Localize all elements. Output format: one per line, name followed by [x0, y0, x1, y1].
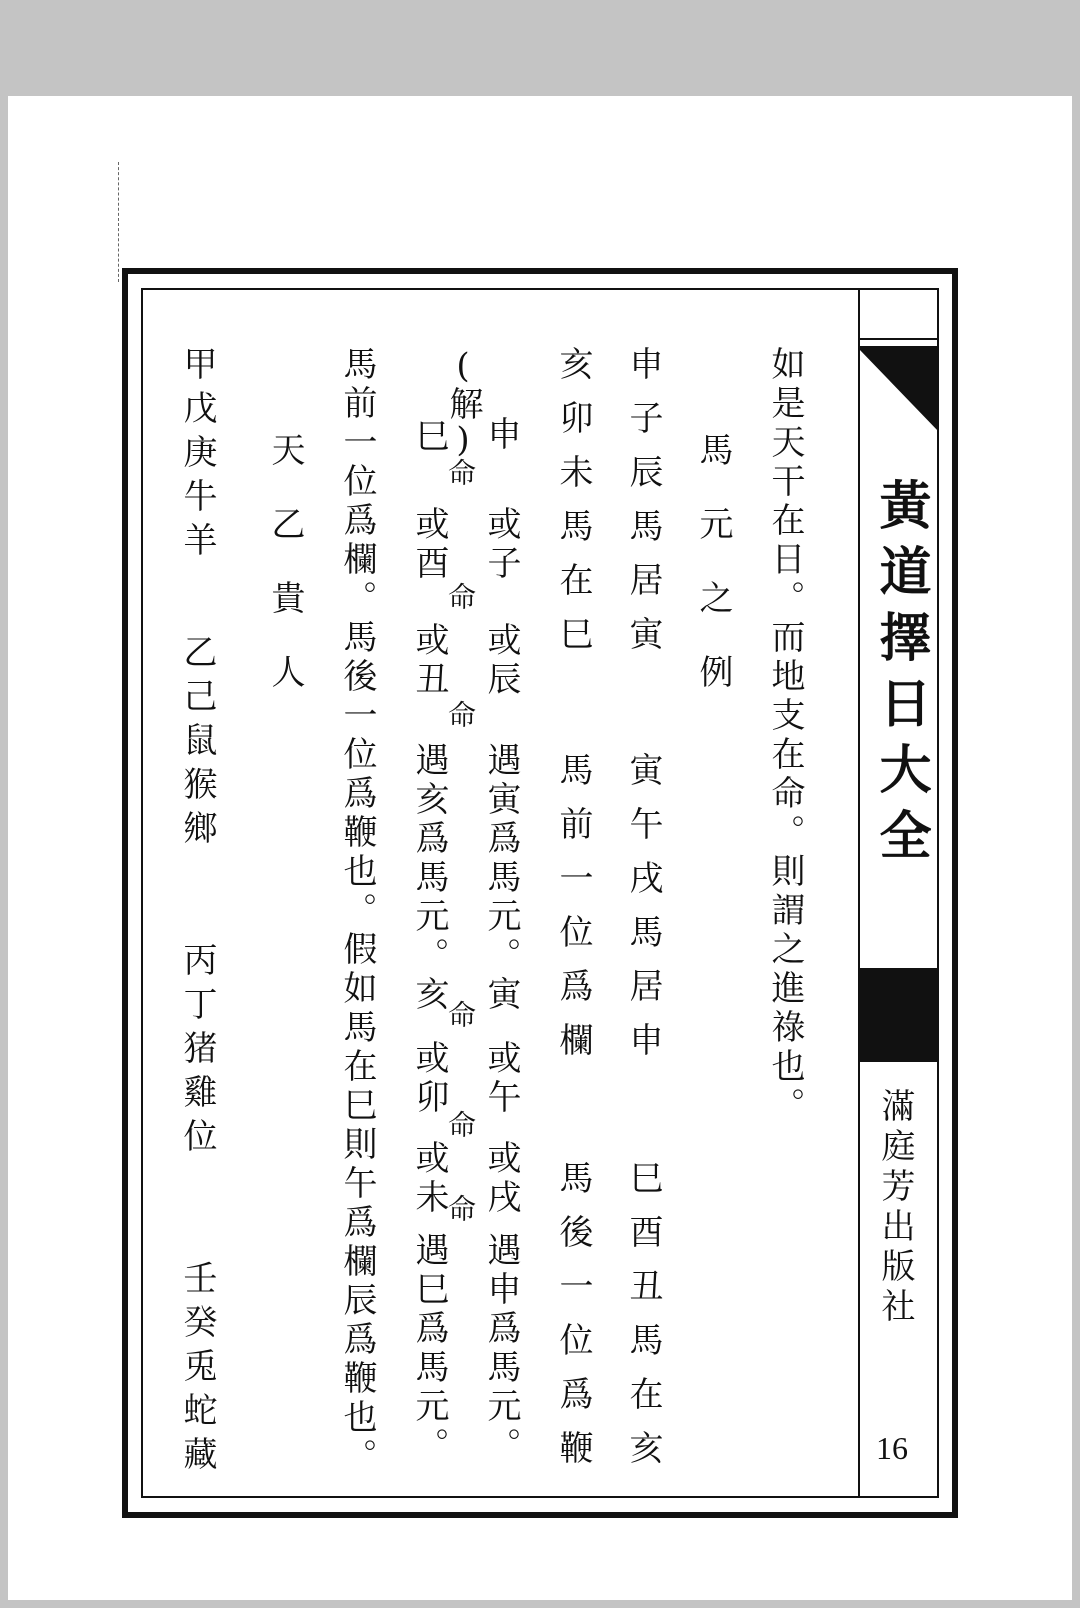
text-column-5a: 申 [481, 416, 521, 455]
text-column-5c: 或辰 [481, 622, 521, 700]
text-column-3b: 寅午戌馬居申 [623, 752, 663, 1076]
text-column-4b: 馬前一位爲欄 [553, 752, 593, 1076]
page-number: 16 [876, 1430, 908, 1466]
text-column-5b-sub: 命 [444, 582, 477, 610]
text-column-5f: 或戌 [481, 1140, 521, 1218]
text-column-9d: 壬癸兎蛇藏 [177, 1260, 217, 1480]
publisher-name: 滿庭芳出版社 [875, 1088, 915, 1328]
text-column-5b: 或子 [481, 506, 521, 584]
text-column-5g: 遇申爲馬元。 [481, 1232, 521, 1466]
text-column-6e: 或卯 [409, 1040, 449, 1118]
inner-frame [141, 288, 939, 1498]
text-column-5e: 或午 [481, 1040, 521, 1118]
text-column-3c: 巳酉丑馬在亥 [623, 1160, 663, 1484]
margin-mark [118, 162, 119, 282]
heading-tianyi-guiren: 天乙貴人 [265, 432, 305, 728]
spine-divider [858, 288, 860, 1498]
text-column-5f-sub: 命 [444, 1194, 477, 1222]
text-column-7: 馬前一位爲欄。馬後一位爲鞭也。假如馬在巳則午爲欄辰爲鞭也。 [337, 346, 377, 1477]
text-column-9c: 丙丁猪雞位 [177, 942, 217, 1162]
text-column-6f: 或未 [409, 1140, 449, 1218]
heading-ma-yuan: 馬元之例 [693, 432, 733, 728]
text-column-5a-sub: 命 [444, 458, 477, 486]
text-column-5d-sub: 命 [444, 1000, 477, 1028]
text-column-1: 如是天干在日。而地支在命。則謂之進祿也。 [765, 346, 805, 1126]
text-column-6b: 或酉 [409, 506, 449, 584]
text-column-5d: 遇寅爲馬元。寅 [481, 742, 521, 1015]
text-column-3a: 申子辰馬居寅 [623, 346, 663, 670]
spine-top-band [858, 338, 939, 348]
text-column-9b: 乙己鼠猴鄉 [177, 634, 217, 854]
spine-black-block [858, 968, 939, 1062]
text-column-6g: 遇巳爲馬元。 [409, 1232, 449, 1466]
book-title: 黃道擇日大全 [870, 478, 930, 874]
text-column-6a: 巳 [409, 418, 449, 457]
text-column-4c: 馬後一位爲鞭 [553, 1160, 593, 1484]
text-column-4a: 亥卯未馬在巳 [553, 346, 593, 670]
text-column-6d: 遇亥爲馬元。亥 [409, 742, 449, 1015]
text-column-5e-sub: 命 [444, 1110, 477, 1138]
text-column-5c-sub: 命 [444, 700, 477, 728]
text-column-6c: 或丑 [409, 622, 449, 700]
text-column-9a: 甲戊庚牛羊 [177, 346, 217, 566]
explanation-label: (解) [443, 346, 483, 460]
